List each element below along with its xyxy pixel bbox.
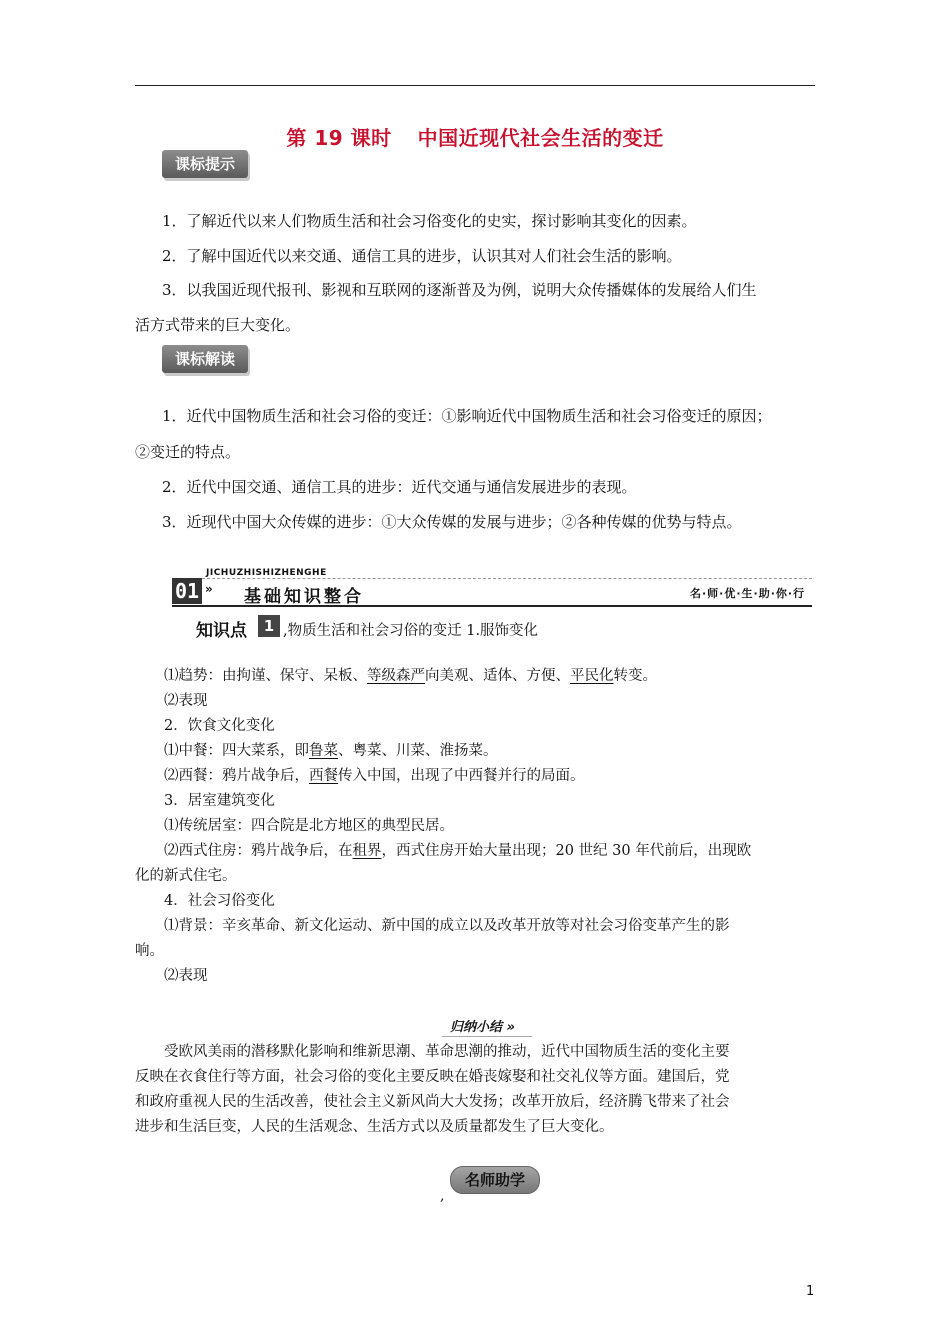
summary-line-1: 受欧风美雨的潜移默化影响和维新思潮、革命思潮的推动，近代中国物质生活的变化主要 [164, 1044, 730, 1060]
knowledge-label: 知识点 [196, 621, 247, 641]
interpret-line-1: 1．近代中国物质生活和社会习俗的变迁：①影响近代中国物质生活和社会习俗变迁的原因； [162, 407, 772, 425]
knowledge-heading: ,物质生活和社会习俗的变迁 1.服饰变化 [283, 623, 539, 639]
body-line-1 [164, 666, 657, 686]
text-run: ⑵西餐：鸦片战争后， [164, 768, 309, 784]
hint-line-3: 3．以我国近现代报刊、影视和互联网的逐渐普及为例，说明大众传播媒体的发展给人们生 [162, 281, 757, 299]
section-slogan: 名·师·优·生·助·你·行 [690, 587, 806, 600]
text-run: 转变。 [613, 668, 657, 684]
text-run: 、粤菜、川菜、淮扬菜。 [338, 743, 498, 759]
underlined-answer: 鲁菜 [309, 743, 338, 759]
underlined-answer: 西餐 [309, 768, 338, 784]
body-line-2: ⑵表现 [164, 693, 208, 709]
body-line-9: 化的新式住宅。 [135, 868, 237, 884]
body-line-8 [164, 841, 751, 861]
body-line-12: 响。 [135, 943, 164, 959]
hint-line-2: 2．了解中国近代以来交通、通信工具的进步，认识其对人们社会生活的影响。 [162, 247, 682, 265]
text-run: ⑵西式住房：鸦片战争后，在 [164, 843, 353, 859]
summary-heading-text: 归纳小结 » [450, 1020, 515, 1035]
interpret-line-2: ②变迁的特点。 [135, 443, 241, 461]
summary-line-4: 进步和生活巨变，人民的生活观念、生活方式以及质量都发生了巨大变化。 [135, 1119, 614, 1135]
hints-badge: 课标提示 [162, 150, 248, 178]
summary-heading [450, 1016, 515, 1035]
text-run: ⑴中餐：四大菜系，即 [164, 743, 309, 759]
body-line-5 [164, 766, 585, 786]
body-line-13: ⑵表现 [164, 968, 208, 984]
text-run: 传入中国，出现了中西餐并行的局面。 [338, 768, 585, 784]
interpret-line-4: 3．近现代中国大众传媒的进步：①大众传媒的发展与进步；②各种传媒的优势与特点。 [162, 513, 742, 531]
lesson-name: 中国近现代社会生活的变迁 [417, 126, 664, 150]
summary-line-2: 反映在衣食住行等方面，社会习俗的变化主要反映在婚丧嫁娶和社交礼仪等方面。建国后，党 [135, 1069, 730, 1085]
text-run: ⑴趋势：由拘谨、保守、呆板、 [164, 668, 367, 684]
hint-line-4: 活方式带来的巨大变化。 [135, 316, 301, 334]
body-line-4 [164, 741, 498, 761]
interpret-badge: 课标解读 [162, 345, 248, 373]
teacher-help-badge: 名师助学 [450, 1166, 540, 1194]
header-rule [135, 85, 815, 86]
section-title: 基础知识整合 [244, 587, 364, 607]
underlined-answer: 平民化 [570, 668, 614, 684]
hint-line-1: 1．了解近代以来人们物质生活和社会习俗变化的史实，探讨影响其变化的因素。 [162, 212, 697, 230]
section-chevron-icon: » [205, 582, 213, 596]
section-number: 01 [172, 578, 202, 604]
body-line-10: 4．社会习俗变化 [164, 893, 275, 909]
summary-underline [442, 1036, 532, 1037]
body-line-7: ⑴传统居室：四合院是北方地区的典型民居。 [164, 818, 454, 834]
summary-line-3: 和政府重视人民的生活改善，使社会主义新风尚大大发扬；改革开放后，经济腾飞带来了社会 [135, 1094, 730, 1110]
underlined-answer: 租界 [352, 843, 382, 859]
interpret-line-3: 2．近代中国交通、通信工具的进步：近代交通与通信发展进步的表现。 [162, 478, 637, 496]
lesson-number: 第 19 课时 [286, 126, 392, 150]
page-title [135, 122, 815, 151]
underlined-answer: 等级森严 [367, 668, 425, 684]
section-top-rule [172, 578, 812, 579]
knowledge-number: 1 [258, 615, 280, 637]
text-run: 向美观、适体、方便、 [425, 668, 570, 684]
body-line-11: ⑴背景：辛亥革命、新文化运动、新中国的成立以及改革开放等对社会习俗变革产生的影 [164, 918, 730, 934]
stray-comma: , [440, 1188, 445, 1204]
body-line-3: 2．饮食文化变化 [164, 718, 275, 734]
text-run: ，西式住房开始大量出现；20 世纪 30 年代前后，出现欧 [381, 843, 752, 859]
section-pinyin: JICHUZHISHIZHENGHE [206, 568, 327, 578]
page-number: 1 [806, 1284, 815, 1299]
body-line-6: 3．居室建筑变化 [164, 793, 275, 809]
